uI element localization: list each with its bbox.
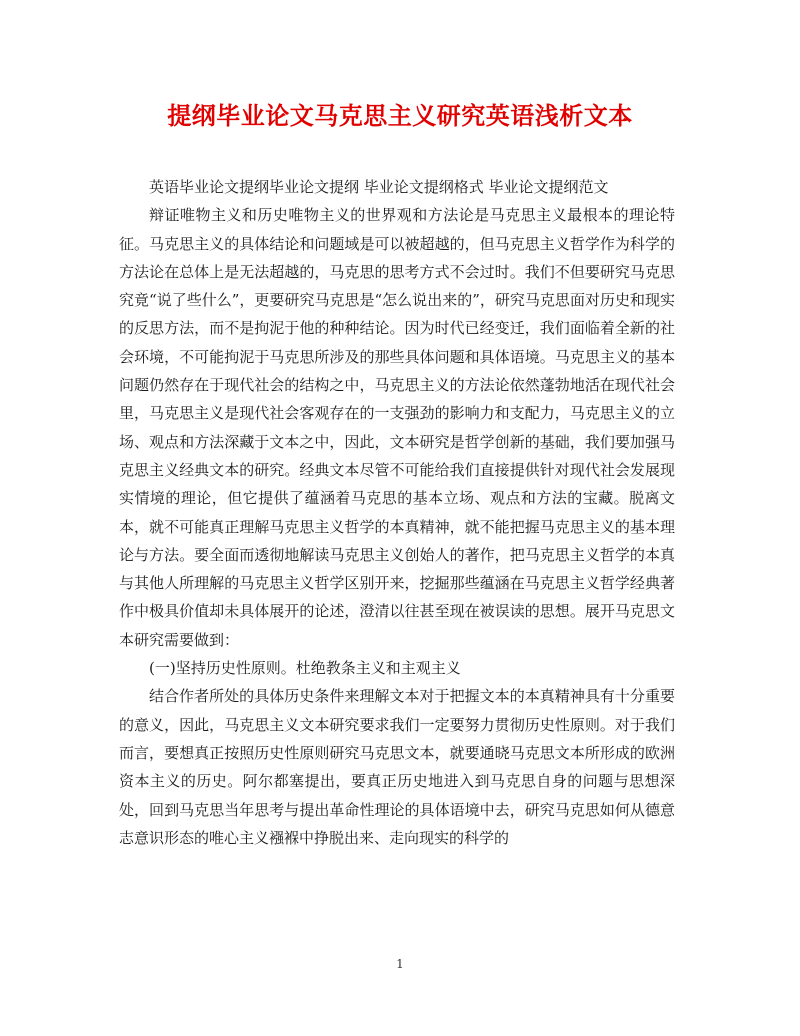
body-paragraph: 辩证唯物主义和历史唯物主义的世界观和方法论是马克思主义最根本的理论特征。马克思主义的具体结论和问题域是可以被超越的，但马克思主义哲学作为科学的方法论在总体上是无法超越的，马克思的思考方式不会过时。我们不但要研究马克思究竟“说了些什么”，更要研究马克思是“怎么说出来的”，研究马克思面对历史和现实的反思方法，而不是拘泥于他的种种结论。因为时代已经变迁，我们面临着全新的社会环境，不可能拘泥于马克思所涉及的那些具体问题和具体语境。马克思主义的基本问题仍然存在于现代社会的结构之中，马克思主义的方法论依然蓬勃地活在现代社会里，马克思主义是现代社会客观存在的一支强劲的影响力和支配力，马克思主义的立场、观点和方法深藏于文本之中，因此，文本研究是哲学创新的基础，我们要加强马克思主义经典文本的研究。经典文本尽管不可能给我们直接提供针对现代社会发展现实情境的理论，但它提供了蕴涵着马克思的基本立场、观点和方法的宝藏。脱离文本，就不可能真正理解马克思主义哲学的本真精神，就不能把握马克思主义的基本理论与方法。要全面而透彻地解读马克思主义创始人的著作，把马克思主义哲学的本真与其他人所理解的马克思主义哲学区别开来，挖掘那些蕴涵在马克思主义哲学经典著作中极具价值却未具体展开的论述，澄清以往甚至现在被误读的思想。展开马克思文本研究需要做到： xyxy=(119,206,675,649)
document-body xyxy=(119,173,675,852)
page-number: 1 xyxy=(396,957,404,971)
section-heading: (一)坚持历史性原则。杜绝教条主义和主观主义 xyxy=(149,659,461,678)
document-title: 提纲毕业论文马克思主义研究英语浅析文本 xyxy=(167,101,633,130)
keywords-line: 英语毕业论文提纲毕业论文提纲 毕业论文提纲格式 毕业论文提纲范文 xyxy=(149,178,609,196)
section-paragraph: 结合作者所处的具体历史条件来理解文本对于把握文本的本真精神具有十分重要的意义，因此，马克思主义文本研究要求我们一定要努力贯彻历史性原则。对于我们而言，要想真正按照历史性原则研究马克思文本，就要通晓马克思文本所形成的欧洲资本主义的历史。阿尔都塞提出，要真正历史地进入到马克思自身的问题与思想深处，回到马克思当年思考与提出革命性理论的具体语境中去，研究马克思如何从德意志意识形态的唯心主义襁褓中挣脱出来、走向现实的科学的 xyxy=(119,687,675,847)
